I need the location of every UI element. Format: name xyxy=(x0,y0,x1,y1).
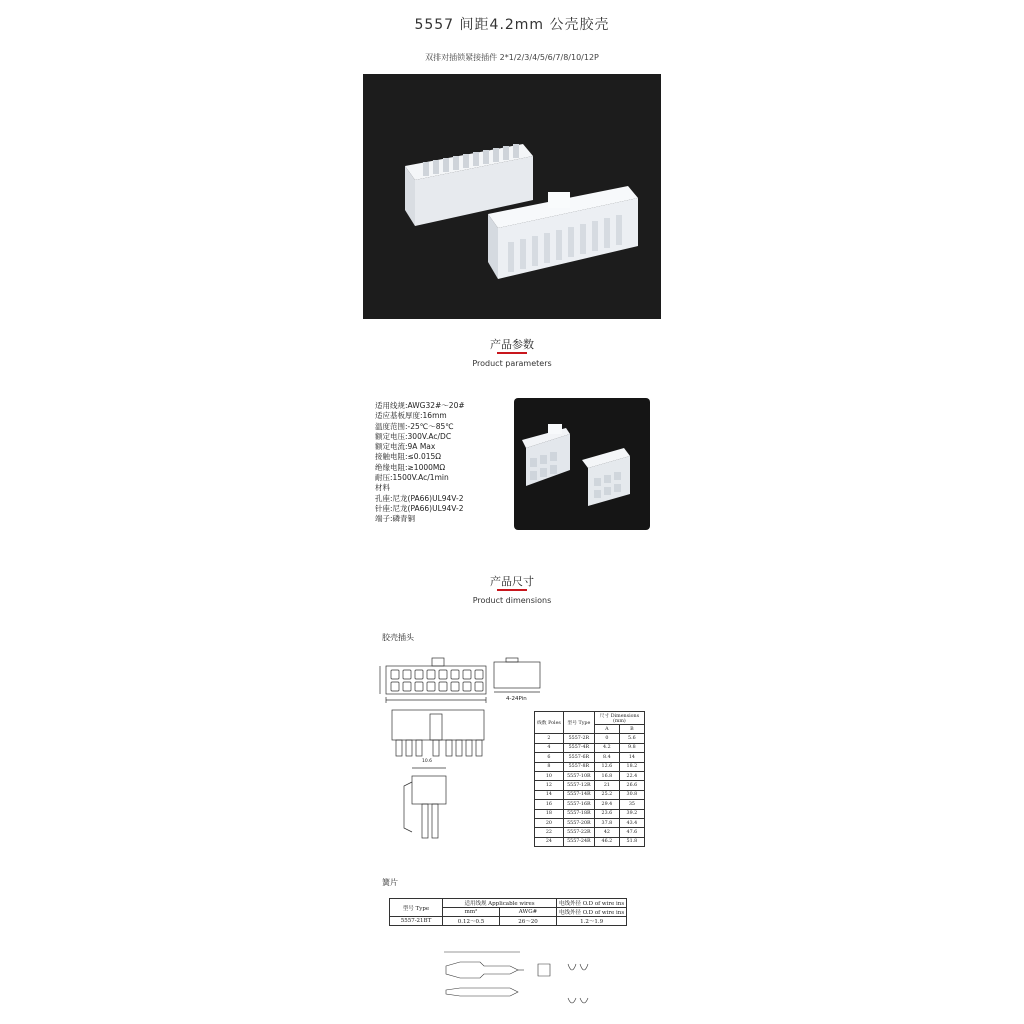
params-section-title: 产品参数 xyxy=(490,338,534,351)
dim-table-cell: 12.6 xyxy=(594,762,619,771)
dimension-table xyxy=(534,711,645,847)
header-type: 型号 Type xyxy=(563,712,594,734)
dim-table-cell: 30.8 xyxy=(619,790,644,799)
params-section-subtitle: Product parameters xyxy=(472,359,552,368)
term-header-type: 型号 Type xyxy=(390,899,443,917)
dim-table-cell: 5557-14R xyxy=(563,790,594,799)
dim-table-cell: 8.4 xyxy=(594,753,619,762)
term-header-od: 电线外径 O.D of wire ins xyxy=(557,899,627,908)
dim-table-cell: 5557-12R xyxy=(563,781,594,790)
dim-table-cell: 47.6 xyxy=(619,828,644,837)
dim-table-row xyxy=(535,743,645,752)
dim-table-cell: 46.2 xyxy=(594,837,619,846)
dim-table-cell: 5557-18R xyxy=(563,809,594,818)
dim-table-cell: 51.8 xyxy=(619,837,644,846)
dim-table-row xyxy=(535,734,645,743)
dim-table-cell: 14 xyxy=(619,753,644,762)
term-cell: 0.12～0.5 xyxy=(443,917,500,926)
dim-table-cell: 37.8 xyxy=(594,818,619,827)
dim-table-cell: 5557-2R xyxy=(563,734,594,743)
housing-drawing xyxy=(376,652,552,852)
dim-table-cell: 16.8 xyxy=(594,771,619,780)
dim-table-cell: 5557-24R xyxy=(563,837,594,846)
drawing-pin-note: 4-24Pin xyxy=(506,696,527,702)
param-item: 适应基板厚度:16mm xyxy=(375,411,447,421)
dim-table-cell: 35 xyxy=(619,800,644,809)
term-cell: 5557-21BT xyxy=(390,917,443,926)
param-item: 材料 xyxy=(375,483,390,493)
param-item: 适用线规:AWG32#～20# xyxy=(375,401,465,410)
terminal-label: 簧片 xyxy=(382,878,398,887)
param-item: 孔座:尼龙(PA66)UL94V-2 xyxy=(375,493,464,503)
dim-table-cell: 4 xyxy=(535,743,564,752)
dim-table-cell: 5557-8R xyxy=(563,762,594,771)
header-b: B xyxy=(619,725,644,734)
dim-table-cell: 5.6 xyxy=(619,734,644,743)
dim-table-cell: 25.2 xyxy=(594,790,619,799)
header-poles: 线数 Poles xyxy=(535,712,564,734)
dim-table-cell: 14 xyxy=(535,790,564,799)
params-title-underline xyxy=(497,352,527,354)
term-header-awg: AWG# xyxy=(500,908,557,917)
term-header-wires: 适用线规 Applicable wires xyxy=(443,899,557,908)
dim-table-cell: 5557-6R xyxy=(563,753,594,762)
dim-table-cell: 10 xyxy=(535,771,564,780)
dim-table-cell: 12 xyxy=(535,781,564,790)
dims-section-subtitle: Product dimensions xyxy=(472,596,552,605)
dims-section-title: 产品尺寸 xyxy=(490,575,534,588)
dim-table-cell: 8 xyxy=(535,762,564,771)
term-header-od2: 电线外径 O.D of wire ins xyxy=(557,908,627,917)
header-a: A xyxy=(594,725,619,734)
dim-table-row xyxy=(535,771,645,780)
param-item: 额定电流:9A Max xyxy=(375,442,436,452)
dim-table-cell: 42 xyxy=(594,828,619,837)
dim-table-row xyxy=(535,828,645,837)
dim-table-cell: 18.2 xyxy=(619,762,644,771)
dim-table-cell: 9.8 xyxy=(619,743,644,752)
dim-table-cell: 43.4 xyxy=(619,818,644,827)
param-item: 温度范围:-25℃～85℃ xyxy=(375,421,454,431)
dim-table-cell: 20 xyxy=(535,818,564,827)
param-item: 端子:磷青铜 xyxy=(375,514,416,524)
page-subtitle: 双排对插锁紧接插件 2*1/2/3/4/5/6/7/8/10/12P xyxy=(425,53,599,62)
dim-table-cell: 24 xyxy=(535,837,564,846)
dim-table-row xyxy=(535,781,645,790)
header-dimensions: 尺寸 Dimensions (mm) xyxy=(594,712,644,725)
terminal-table xyxy=(389,898,627,926)
terminal-drawing xyxy=(440,946,590,1016)
dim-table-cell: 5557-20R xyxy=(563,818,594,827)
dim-table-cell: 18 xyxy=(535,809,564,818)
dim-table-cell: 2 xyxy=(535,734,564,743)
term-header-mm2: mm² xyxy=(443,908,500,917)
dim-table-row xyxy=(535,800,645,809)
param-item: 接触电阻:≤0.015Ω xyxy=(375,452,442,462)
param-item: 额定电压:300V.Ac/DC xyxy=(375,431,452,441)
dim-table-cell: 5557-22R xyxy=(563,828,594,837)
term-cell: 26～20 xyxy=(500,917,557,926)
dim-table-row xyxy=(535,809,645,818)
product-photo xyxy=(363,74,661,319)
dim-table-row xyxy=(535,790,645,799)
dim-table-cell: 26.6 xyxy=(619,781,644,790)
param-item: 绝缘电阻:≥1000MΩ xyxy=(375,462,446,472)
drawing-dimension: 10.6 xyxy=(422,759,433,764)
dim-table-cell: 5557-4R xyxy=(563,743,594,752)
dim-table-cell: 39.2 xyxy=(619,809,644,818)
dim-table-cell: 29.4 xyxy=(594,800,619,809)
dim-table-cell: 23.6 xyxy=(594,809,619,818)
dim-table-row xyxy=(535,837,645,846)
dim-table-cell: 21 xyxy=(594,781,619,790)
housing-label: 胶壳插头 xyxy=(382,633,414,642)
dim-table-cell: 5557-10R xyxy=(563,771,594,780)
dim-table-row xyxy=(535,753,645,762)
connector-closeup-photo xyxy=(514,398,650,530)
dim-table-cell: 0 xyxy=(594,734,619,743)
dim-table-cell: 4.2 xyxy=(594,743,619,752)
dim-table-cell: 22.4 xyxy=(619,771,644,780)
dim-table-row xyxy=(535,818,645,827)
param-item: 针座:尼龙(PA66)UL94V-2 xyxy=(375,503,464,513)
dim-table-cell: 22 xyxy=(535,828,564,837)
term-cell: 1.2～1.9 xyxy=(557,917,627,926)
dim-table-cell: 16 xyxy=(535,800,564,809)
dims-title-underline xyxy=(497,589,527,591)
param-item: 耐压:1500V.Ac/1min xyxy=(375,473,449,483)
dim-table-cell: 5557-16R xyxy=(563,800,594,809)
page-title: 5557 间距4.2mm 公壳胶壳 xyxy=(414,17,610,33)
dim-table-cell: 6 xyxy=(535,753,564,762)
dim-table-row xyxy=(535,762,645,771)
params-list xyxy=(375,401,465,525)
